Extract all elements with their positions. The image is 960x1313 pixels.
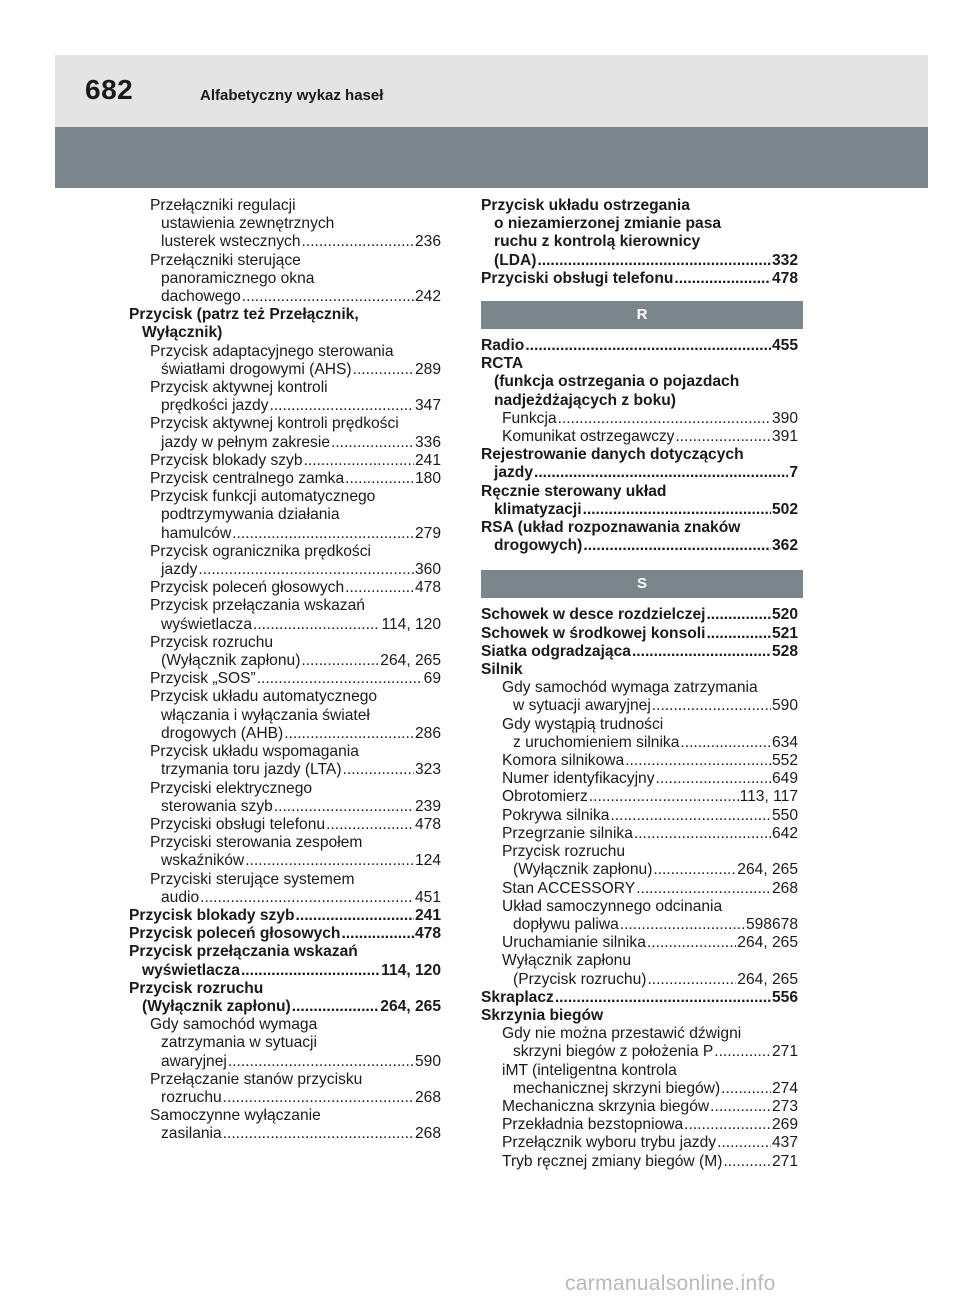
page-reference: 590 (414, 1052, 441, 1070)
page-reference: 236 (414, 233, 441, 251)
entry-text: Gdy nie można przestawić dźwigni (502, 1025, 742, 1043)
dot-leader (589, 788, 739, 806)
index-subentry (481, 898, 798, 934)
page-number: 682 (85, 74, 134, 105)
dot-leader (274, 798, 414, 816)
dot-leader (353, 361, 414, 379)
index-entry (481, 661, 798, 679)
page-reference: 180 (414, 470, 441, 488)
entry-text: sterowania szyb (161, 797, 273, 815)
entry-text: Samoczynne wyłączanie (150, 1107, 321, 1125)
index-subentry (129, 670, 441, 688)
dot-leader (223, 1125, 414, 1143)
index-entry (481, 643, 798, 661)
index-subentry (481, 843, 798, 879)
index-column-left (129, 197, 441, 1144)
entry-text: (Wyłącznik zapłonu) (513, 861, 653, 879)
entry-text: Schowek w środkowej konsoli (481, 624, 706, 642)
dot-leader (292, 998, 380, 1016)
entry-text: RCTA (481, 355, 524, 373)
entry-text: Skrzynia biegów (481, 1006, 604, 1024)
entry-text: Komora silnikowa (502, 752, 625, 770)
page-reference: 241 (414, 451, 441, 469)
entry-text: Funkcja (502, 409, 557, 427)
page-reference: 7 (789, 464, 798, 482)
page-reference: 241 (414, 906, 441, 924)
index-subentry (481, 952, 798, 988)
page-reference: 332 (771, 251, 798, 269)
entry-text: Przycisk centralnego zamka (150, 470, 345, 488)
index-subentry (129, 597, 441, 633)
dot-leader (674, 270, 771, 288)
page-reference: 264, 265 (737, 970, 798, 988)
dot-leader (647, 934, 736, 952)
page-reference: 268 (414, 1125, 441, 1143)
entry-text: (Przycisk rozruchu) (513, 970, 647, 988)
entry-text: Przycisk ogranicznika prędkości (150, 542, 371, 560)
dot-leader (331, 434, 414, 452)
page-reference: 69 (423, 670, 441, 688)
index-subentry (481, 679, 798, 715)
index-subentry (129, 1071, 441, 1107)
index-subentry (129, 379, 441, 415)
page-reference: 264, 265 (737, 861, 798, 879)
entry-text: Mechaniczna skrzynia biegów (502, 1097, 710, 1115)
entry-text: Przycisk aktywnej kontroli (150, 379, 328, 397)
page-reference: 649 (771, 770, 798, 788)
entry-text: Uruchamianie silnika (502, 934, 646, 952)
page-reference: 264, 265 (380, 997, 441, 1015)
dot-leader (345, 579, 414, 597)
entry-text: Przyciski sterowania zespołem (150, 834, 363, 852)
dot-leader (232, 525, 414, 543)
index-subentry (481, 1134, 798, 1152)
dot-leader (632, 643, 771, 661)
entry-text: Przycisk rozruchu (502, 843, 626, 861)
entry-text: panoramicznego okna (161, 269, 315, 287)
index-subentry (481, 770, 798, 788)
dot-leader (721, 1080, 771, 1098)
dot-leader (302, 233, 414, 251)
index-entry (129, 925, 441, 943)
s-entries (481, 606, 798, 1170)
entry-text: (Wyłącznik zapłonu) (161, 652, 301, 670)
dot-leader (717, 1134, 771, 1152)
page-reference: 550 (771, 806, 798, 824)
dot-leader (706, 606, 771, 624)
index-subentry (481, 428, 798, 446)
page-reference: 478 (771, 269, 798, 287)
index-subentry (129, 343, 441, 379)
entry-text: Gdy samochód wymaga (150, 1016, 318, 1034)
entry-text: Układ samoczynnego odcinania (502, 897, 723, 915)
entry-text: wyświetlacza (142, 961, 240, 979)
entry-text: Przyciski obsługi telefonu (150, 815, 326, 833)
index-subentry (129, 634, 441, 670)
page-reference: 113, 117 (739, 788, 798, 806)
entry-text: Stan ACCESSORY (502, 879, 636, 897)
entry-text: mechanicznej skrzyni biegów) (513, 1079, 721, 1097)
entry-text: Rejestrowanie danych dotyczących (481, 446, 744, 464)
dot-leader (245, 852, 414, 870)
index-subentry (129, 197, 441, 252)
index-subentry (481, 1116, 798, 1134)
page-reference: 268 (771, 879, 798, 897)
page-reference: 634 (771, 733, 798, 751)
dot-leader (228, 1053, 414, 1071)
index-subentry (129, 780, 441, 816)
page-reference: 114, 120 (381, 961, 441, 979)
dot-leader (345, 470, 414, 488)
index-entry (481, 483, 798, 519)
entry-text: RSA (układ rozpoznawania znaków (481, 519, 741, 537)
entry-text: Gdy samochód wymaga zatrzymania (502, 679, 758, 697)
page-reference: 336 (414, 433, 441, 451)
dot-leader (296, 907, 414, 925)
entry-text: (funkcja ostrzegania o pojazdach (494, 373, 740, 391)
index-entry (129, 306, 441, 342)
entry-text: Przycisk blokady szyb (129, 906, 295, 924)
dot-leader (241, 962, 380, 980)
header-decorative-band (55, 127, 928, 188)
entry-text: Przyciski sterujące systemem (150, 870, 355, 888)
entry-text: Silnik (481, 661, 523, 679)
entry-text: trzymania toru jazdy (LTA) (161, 761, 342, 779)
entry-text: Przełączniki regulacji (150, 197, 296, 214)
entry-text: Numer identyfikacyjny (502, 770, 655, 788)
entry-text: Przycisk „SOS” (150, 670, 256, 688)
dot-leader (625, 752, 771, 770)
dot-leader (652, 697, 771, 715)
entry-text: Przycisk układu automatycznego (150, 688, 378, 706)
watermark: carmanualsonline.info (565, 1272, 776, 1295)
index-subentry (129, 816, 441, 834)
index-subentry (481, 716, 798, 752)
entry-text: Obrotomierz (502, 788, 588, 806)
dot-leader (656, 770, 771, 788)
dot-leader (257, 670, 423, 688)
index-subentry (481, 934, 798, 952)
index-subentry (129, 1016, 441, 1071)
entry-text: Pokrywa silnika (502, 806, 610, 824)
page-reference: 528 (771, 642, 798, 660)
entry-text: Przycisk poleceń głosowych (129, 925, 341, 943)
index-subentry (129, 415, 441, 451)
page-reference: 268 (414, 1088, 441, 1106)
page-reference: 437 (771, 1134, 798, 1152)
page-reference: 502 (771, 500, 798, 518)
index-subentry (481, 1025, 798, 1061)
entry-text: wskaźników (161, 852, 245, 870)
dot-leader (620, 916, 745, 934)
index-subentry (129, 252, 441, 307)
entry-text: skrzyni biegów z położenia P (513, 1043, 714, 1061)
page-reference: 451 (414, 888, 441, 906)
index-entry (481, 989, 798, 1007)
dot-leader (634, 825, 771, 843)
index-entry (481, 446, 798, 482)
p-entries (481, 197, 798, 288)
page-reference: 478 (414, 925, 441, 943)
index-subentry (129, 488, 441, 543)
entry-text: Przycisk przełączania wskazań (129, 943, 358, 961)
entry-text: klimatyzacji (494, 500, 582, 518)
dot-leader (537, 252, 771, 270)
entry-text: prędkości jazdy (161, 397, 269, 415)
dot-leader (583, 501, 771, 519)
index-subentry (129, 543, 441, 579)
page-reference: 478 (414, 815, 441, 833)
page-reference: 264, 265 (380, 652, 441, 670)
page-reference: 455 (771, 337, 798, 355)
index-subentry (129, 470, 441, 488)
entry-text: Przełącznik wyboru trybu jazdy (502, 1134, 717, 1152)
entry-text: (Wyłącznik zapłonu) (142, 997, 291, 1015)
dot-leader (198, 561, 414, 579)
index-subentry (481, 880, 798, 898)
entry-text: ruchu z kontrolą kierownicy (494, 233, 701, 251)
dot-leader (684, 1116, 771, 1134)
entry-text: awaryjnej (161, 1052, 227, 1070)
index-subentry (129, 834, 441, 870)
index-subentry (481, 807, 798, 825)
dot-leader (525, 337, 771, 355)
dot-leader (534, 464, 788, 482)
page-reference: 271 (771, 1043, 798, 1061)
index-entry (129, 980, 441, 1016)
index-subentry (129, 743, 441, 779)
dot-leader (242, 288, 414, 306)
page-reference: 391 (771, 428, 798, 446)
page-reference: 478 (414, 579, 441, 597)
entry-text: Przycisk układu wspomagania (150, 743, 359, 761)
header-band (55, 55, 928, 127)
entry-text: dachowego (161, 288, 241, 306)
entry-text: wyświetlacza (161, 615, 252, 633)
entry-text: jazdy w pełnym zakresie (161, 433, 330, 451)
entry-text: z uruchomieniem silnika (513, 733, 680, 751)
entry-text: Przekładnia bezstopniowa (502, 1116, 684, 1134)
entry-text: Ręcznie sterowany układ (481, 482, 667, 500)
entry-text: jazdy (494, 464, 533, 482)
index-subentry (481, 825, 798, 843)
index-subentry (129, 1107, 441, 1143)
index-entry (481, 625, 798, 643)
entry-text: światłami drogowymi (AHS) (161, 360, 352, 378)
entry-text: włączania i wyłączania świateł (161, 706, 370, 724)
dot-leader (200, 889, 414, 907)
index-entry (481, 606, 798, 624)
dot-leader (675, 428, 771, 446)
entry-text: podtrzymywania działania (161, 506, 340, 524)
dot-leader (284, 725, 414, 743)
page-reference: 274 (771, 1079, 798, 1097)
entry-text: rozruchu (161, 1088, 222, 1106)
page-reference: 347 (414, 397, 441, 415)
entry-text: audio (161, 888, 200, 906)
entry-text: Siatka odgradzająca (481, 642, 631, 660)
dot-leader (610, 807, 771, 825)
page-reference: 289 (414, 360, 441, 378)
page-reference: 269 (771, 1116, 798, 1134)
dot-leader (583, 537, 771, 555)
entry-text: Przycisk (patrz też Przełącznik, (129, 306, 359, 324)
page-reference: 271 (771, 1152, 798, 1170)
page-reference: 114, 120 (381, 615, 441, 633)
entry-text: dopływu paliwa (513, 915, 619, 933)
page-reference: 556 (771, 988, 798, 1006)
dot-leader (680, 734, 771, 752)
entry-text: Przełączniki sterujące (150, 251, 301, 269)
dot-leader (343, 761, 414, 779)
index-subentry (481, 788, 798, 806)
index-entry (481, 355, 798, 410)
page-reference: 598678 (745, 915, 798, 933)
dot-leader (341, 925, 414, 943)
page-reference: 124 (414, 852, 441, 870)
index-subentry (129, 688, 441, 743)
page-reference: 552 (771, 752, 798, 770)
page-reference: 242 (414, 288, 441, 306)
page-reference: 239 (414, 797, 441, 815)
page-reference: 323 (414, 761, 441, 779)
entry-text: Radio (481, 337, 525, 355)
index-subentry (481, 410, 798, 428)
index-entry (481, 197, 798, 270)
index-subentry (481, 1153, 798, 1171)
dot-leader (558, 410, 771, 428)
index-entry (481, 519, 798, 555)
index-entry (129, 943, 441, 979)
dot-leader (706, 625, 771, 643)
dot-leader (304, 452, 414, 470)
page-reference: 279 (414, 524, 441, 542)
index-subentry (481, 752, 798, 770)
entry-text: (LDA) (494, 251, 537, 269)
entry-text: lusterek wstecznych (161, 233, 301, 251)
dot-leader (223, 1089, 414, 1107)
entry-text: drogowych (AHB) (161, 724, 284, 742)
entry-text: Przycisk przełączania wskazań (150, 597, 365, 615)
page-reference: 273 (771, 1097, 798, 1115)
section-header-r: R (481, 301, 803, 329)
entry-text: iMT (inteligentna kontrola (502, 1061, 677, 1079)
entry-text: Komunikat ostrzegawczy (502, 428, 675, 446)
dot-leader (723, 1153, 771, 1171)
index-subentry (481, 1098, 798, 1116)
index-entry (129, 907, 441, 925)
entry-text: Wyłącznik) (142, 324, 223, 342)
entry-text: Przycisk poleceń głosowych (150, 579, 345, 597)
index-subentry (481, 1062, 798, 1098)
index-entry (481, 337, 798, 355)
dot-leader (555, 989, 771, 1007)
r-entries (481, 337, 798, 555)
entry-text: ustawienia zewnętrznych (161, 215, 335, 233)
entry-text: w sytuacji awaryjnej (513, 697, 651, 715)
page-title: Alfabetyczny wykaz haseł (200, 87, 384, 104)
entry-text: Tryb ręcznej zmiany biegów (M) (502, 1152, 723, 1170)
entry-text: Przycisk adaptacyjnego sterowania (150, 342, 394, 360)
dot-leader (710, 1098, 771, 1116)
entry-text: Przycisk funkcji automatycznego (150, 488, 376, 506)
index-subentry (129, 452, 441, 470)
entry-text: hamulców (161, 524, 232, 542)
entry-text: Przycisk rozruchu (150, 633, 274, 651)
entry-text: zatrzymania w sytuacji (161, 1034, 317, 1052)
entry-text: Przycisk układu ostrzegania (481, 197, 690, 214)
entry-text: Przycisk aktywnej kontroli prędkości (150, 415, 399, 433)
entry-text: Skraplacz (481, 988, 554, 1006)
entry-text: zasilania (161, 1125, 222, 1143)
section-header-s: S (481, 570, 803, 598)
page-reference: 286 (414, 724, 441, 742)
dot-leader (269, 397, 413, 415)
index-subentry (129, 871, 441, 907)
entry-text: nadjeżdżających z boku) (494, 391, 676, 409)
entry-text: Schowek w desce rozdzielczej (481, 606, 706, 624)
entry-text: Przycisk rozruchu (129, 979, 264, 997)
dot-leader (301, 652, 379, 670)
entry-text: jazdy (161, 561, 198, 579)
page-reference: 642 (771, 824, 798, 842)
dot-leader (326, 816, 414, 834)
index-entry (481, 1007, 798, 1025)
entry-text: Przegrzanie silnika (502, 824, 633, 842)
page-reference: 521 (771, 624, 798, 642)
dot-leader (253, 616, 380, 634)
entry-text: drogowych) (494, 537, 583, 555)
dot-leader (636, 880, 771, 898)
dot-leader (653, 861, 736, 879)
entry-text: Przycisk blokady szyb (150, 451, 303, 469)
page-reference: 520 (771, 606, 798, 624)
page-reference: 390 (771, 409, 798, 427)
entry-text: Przyciski obsługi telefonu (481, 269, 674, 287)
entry-text: Gdy wystąpią trudności (502, 715, 664, 733)
page-reference: 360 (414, 561, 441, 579)
index-entry (481, 270, 798, 288)
index-subentry (129, 579, 441, 597)
entry-text: Przyciski elektrycznego (150, 779, 313, 797)
page-reference: 264, 265 (737, 934, 798, 952)
entry-text: Przełączanie stanów przycisku (150, 1070, 363, 1088)
dot-leader (647, 971, 736, 989)
entry-text: o niezamierzonej zmianie pasa (494, 215, 722, 233)
index-column-right (481, 197, 798, 1171)
entry-text: Wyłącznik zapłonu (502, 952, 631, 970)
page-reference: 362 (771, 537, 798, 555)
dot-leader (714, 1043, 771, 1061)
page-reference: 590 (771, 697, 798, 715)
